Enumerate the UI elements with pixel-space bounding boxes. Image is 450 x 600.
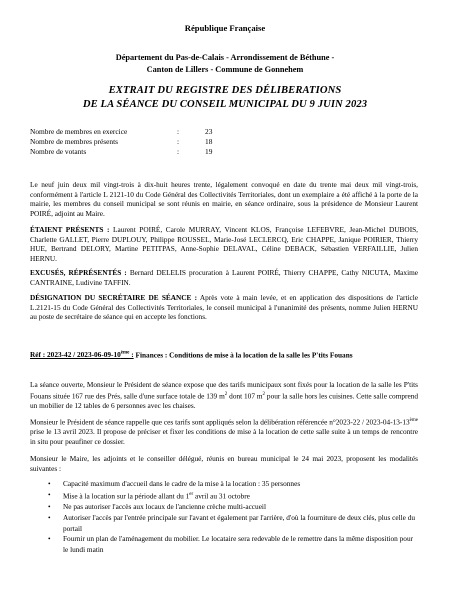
republic-heading: République Française — [184, 23, 266, 33]
list-item: • Autoriser l'accès par l'entrée principale sur l'avant et également par l'arrière, d'où la fourniture de deux clés, plus celle du portail — [48, 513, 418, 535]
department-line-1: Département du Pas-de-Calais - Arrondissement de Béthune - — [115, 53, 335, 62]
count-label: Nombre de membres présents — [30, 136, 119, 146]
presents-text: Laurent POIRÉ, Carole MURRAY, Vincent KLOS, Françoise LEFEBVRE, Jean-Michel DUBOIS, Charlette GALLET, Pierre DUPLOUY, Philippe ROUSSEL, Marie-José LECLERCQ, Eric CHAPPE, Janique POIRIER, Thierry HUE, Bertrand DELORY, Martine PETITPAS, Anne-Sophie DELAVAL, Céline DEBACK, Sébastien VERFAILLIE, Julien HERNU. — [30, 225, 419, 263]
document-title — [30, 84, 420, 112]
presents-paragraph — [30, 225, 418, 263]
list-item: • Ne pas autoriser l'accès aux locaux de l'ancienne crèche multi-accueil — [48, 502, 418, 513]
list-item: • Fournir un plan de l'aménagement du mobilier. Le locataire sera redevable de le remettre dans la même disposition pour le lundi matin — [48, 534, 418, 556]
intro-paragraph: Le neuf juin deux mil vingt-trois à dix-huit heures trente, légalement convoqué en date du trente mai deux mil vingt-trois, conformément à l'article L 2121-10 du Code Général des Collectivités Territoriales, dont un exemplaire a été affiché à la porte de la mairie, les membres du conseil municipal se sont réunis en mairie, en séance ordinaire, sous la présidence de Monsieur Laurent POIRÉ, adjoint au Maire. — [30, 180, 418, 218]
reference-number: Réf : 2023-42 / 2023-06-09-10ème : — [30, 350, 134, 360]
secretary-text: Après vote à main levée, et en application des dispositions de l'article L.2121-15 du Code Général des Collectivités Territoriales, le conseil municipal à l'unanimité des présents, nomme Julien HERNU au poste de secrétaire de séance qui en accepte les fonctions. — [30, 293, 419, 322]
deliberation-reference — [30, 349, 418, 360]
title-line-2: DE LA SÉANCE DU CONSEIL MUNICIPAL DU 9 JUIN 2023 — [82, 99, 368, 110]
count-label: Nombre de votants — [30, 146, 87, 156]
list-item: • Mise à la location sur la période allant du 1er avril au 31 octobre — [48, 490, 418, 502]
session-paragraph: La séance ouverte, Monsieur le Président de séance expose que des tarifs municipaux sont fixés pour la location de la salle les P'tits Fouans située 167 rue des Prés, salle d'une surface totale de 139 $m^2$ dont 107 $m^2$ pour la salle hors les cuisines. Cette salle comprend un mobilier de 12 tables de 6 personnes avec les chaises. — [30, 380, 418, 410]
count-value: 18 — [205, 136, 213, 146]
excuses-text: Bernard DELELIS procuration à Laurent POIRÉ, Thierry CHAPPE, Cathy NICUTA, Maxime CANTRAINE, Ludivine TAFFIN. — [30, 268, 419, 287]
count-label: Nombre de membres en exercice — [30, 127, 128, 136]
list-item: • Capacité maximum d'accueil dans le cadre de la mise à la location : 35 personnes — [48, 479, 418, 490]
secretary-paragraph — [30, 293, 418, 322]
excuses-label: EXCUSÉS, RÉPRÉSENTÉS : — [30, 268, 127, 277]
measures-list — [48, 479, 418, 556]
department-heading — [30, 52, 420, 76]
presents-label: ÉTAIENT PRÉSENTS : — [30, 225, 110, 234]
count-row: Nombre de membres présents : 18 — [30, 137, 225, 147]
excuses-paragraph — [30, 268, 418, 287]
count-row: Nombre de membres en exercice : 23 — [30, 127, 225, 137]
member-counts — [30, 127, 225, 156]
reminder-paragraph: Monsieur le Président de séance rappelle que ces tarifs sont appliqués selon la délibération référencée n°2023-22 / 2023-04-13-13ème prise le 13 avril 2023. Il propose de préciser et fixer les conditions de mise à la location de cette salle suite à un temps de rencontre in situ pour peaufiner ce dossier. — [30, 417, 418, 446]
department-line-2: Canton de Lillers - Commune de Gonnehem — [146, 65, 304, 74]
secretary-label: DÉSIGNATION DU SECRÉTAIRE DE SÉANCE : — [30, 293, 198, 302]
count-value: 23 — [205, 127, 213, 136]
count-value: 19 — [205, 146, 213, 156]
mayor-paragraph: Monsieur le Maire, les adjoints et le conseiller délégué, réunis en bureau municipal le 24 mai 2023, proposent les modalités suivantes : — [30, 454, 418, 473]
reference-subject: Finances : Conditions de mise à la location de la salle les P'tits Fouans — [135, 350, 353, 360]
title-line-1: EXTRAIT DU REGISTRE DES DÉLIBERATIONS — [108, 85, 342, 96]
count-row: Nombre de votants : 19 — [30, 147, 225, 157]
